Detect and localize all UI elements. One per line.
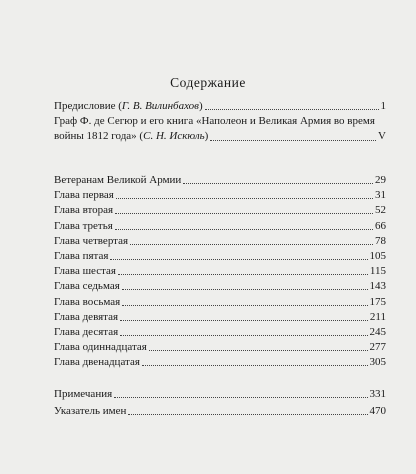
entry-label: Глава пятая [54,250,109,262]
entry-page: 331 [369,388,386,400]
entry-page: 211 [369,310,386,323]
leader-dots [142,365,368,366]
entry-label: Глава двенадцатая [54,356,140,369]
entry-label: Глава девятая [54,310,119,323]
entry-page: 143 [369,280,386,293]
leader-dots [115,213,373,214]
leader-dots [122,289,368,290]
entry-page: 31 [375,189,386,202]
entry-page: 29 [375,174,386,186]
entry-page: 115 [369,265,386,278]
entry-author: Г. В. Вилинбахов [121,100,199,112]
toc-entry[interactable] [54,174,386,187]
toc-entry[interactable] [54,265,386,278]
page-title: Содержание [170,75,246,90]
leader-dots [114,397,367,398]
leader-dots [120,335,367,336]
entry-label: Глава вторая [54,204,114,217]
leader-dots [183,183,373,184]
entry-page: 1 [380,100,386,112]
toc-entry[interactable] [54,296,386,309]
entry-label-line1: Граф Ф. де Сегюр и его книга «Наполеон и Великая Армия во время [54,115,375,127]
toc-entry[interactable] [54,405,386,418]
leader-dots [210,140,376,141]
entry-label: Глава седьмая [54,280,120,293]
entry-label: Глава четвертая [54,234,129,247]
leader-dots [110,259,367,260]
leader-dots [130,244,373,245]
toc-entry[interactable] [54,235,386,248]
leader-dots [128,414,367,415]
toc-entry[interactable] [54,189,386,202]
toc-entry[interactable] [54,326,386,339]
leader-dots [115,229,373,230]
entry-page: 78 [375,234,386,247]
leader-dots [149,350,368,351]
entry-page: V [378,130,386,142]
leader-dots [116,198,373,199]
leader-dots [205,109,379,110]
toc-entry[interactable] [54,250,386,263]
entry-label: Предисловие (Г. В. Вилинбахов) [54,100,203,112]
entry-page: 105 [369,250,386,262]
entry-label: Ветеранам Великой Армии [54,174,182,186]
leader-dots [118,274,368,275]
toc-entry[interactable] [54,388,386,401]
toc-entry-intro[interactable] [54,114,386,144]
entry-label: Примечания [54,388,113,400]
entry-label: Глава шестая [54,265,116,278]
entry-label: Глава первая [54,189,114,202]
entry-author: С. Н. Искюль [143,130,205,142]
leader-dots [122,305,367,306]
entry-page: 245 [369,326,386,338]
toc-entry[interactable] [54,356,386,369]
entry-page: 66 [375,219,386,232]
toc-entry-preface[interactable] [54,100,386,113]
toc-entry[interactable] [54,204,386,217]
entry-page: 52 [375,204,386,217]
toc-entry[interactable] [54,220,386,233]
entry-label: Глава десятая [54,326,119,338]
entry-label: Глава третья [54,219,113,232]
entry-label-line2: войны 1812 года» (С. Н. Искюль) [54,130,209,142]
entry-page: 277 [369,341,386,354]
toc-entry[interactable] [54,341,386,354]
entry-page: 470 [369,405,386,417]
entry-label: Глава одиннадцатая [54,341,147,354]
entry-page: 175 [369,295,386,308]
leader-dots [120,320,368,321]
toc-entry[interactable] [54,311,386,324]
entry-label: Глава восьмая [54,295,121,308]
toc-entry[interactable] [54,280,386,293]
entry-page: 305 [369,356,386,369]
entry-label: Указатель имен [54,405,127,417]
